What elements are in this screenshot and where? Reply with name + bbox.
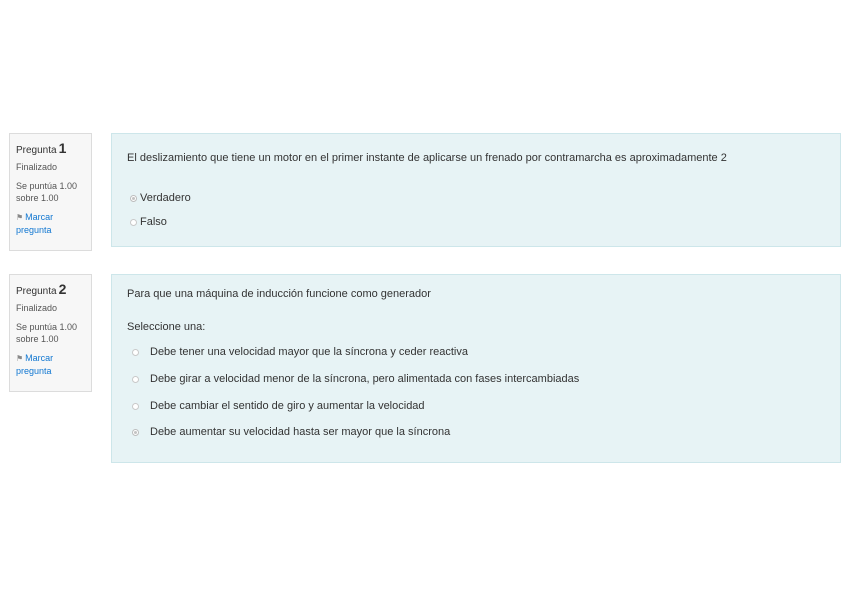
question-info-1 [9, 133, 92, 251]
flag-question-label[interactable]: Marcar pregunta [16, 353, 54, 376]
select-one-prompt: Seleccione una: [127, 321, 206, 333]
answer-label[interactable]: Debe cambiar el sentido de giro y aumentar la velocidad [150, 400, 425, 412]
answer-label[interactable]: Debe tener una velocidad mayor que la síncrona y ceder reactiva [150, 346, 468, 358]
radio-button[interactable] [132, 403, 139, 410]
question-text: El deslizamiento que tiene un motor en el primer instante de aplicarse un frenado por contramarcha es aproximadamente 2 [127, 152, 727, 164]
answer-label[interactable]: Verdadero [140, 192, 191, 204]
answer-option-falso[interactable] [130, 216, 167, 228]
radio-button-checked[interactable] [132, 429, 139, 436]
question-info-2 [9, 274, 92, 392]
question-content-2 [111, 274, 841, 463]
question-text: Para que una máquina de inducción funcione como generador [127, 288, 431, 300]
question-number: 1 [58, 140, 67, 156]
flag-icon[interactable]: ⚑ [16, 213, 24, 222]
flag-question-link[interactable] [16, 352, 86, 377]
question-content-1 [111, 133, 841, 247]
answer-label[interactable]: Debe aumentar su velocidad hasta ser mayor que la síncrona [150, 426, 451, 438]
answer-option-3[interactable] [132, 400, 425, 412]
question-grade: Se puntúa 1.00 sobre 1.00 [16, 181, 78, 203]
question-title [16, 282, 91, 299]
flag-question-link[interactable] [16, 211, 86, 236]
answer-option-4[interactable] [132, 426, 450, 438]
question-state: Finalizado [16, 303, 58, 313]
answer-label[interactable]: Falso [140, 216, 167, 228]
question-label: Pregunta [16, 145, 57, 156]
radio-button[interactable] [130, 219, 137, 226]
answer-option-verdadero[interactable] [130, 192, 191, 204]
question-state: Finalizado [16, 162, 58, 172]
answer-option-2[interactable] [132, 373, 579, 385]
radio-button[interactable] [132, 376, 139, 383]
question-number: 2 [58, 281, 67, 297]
flag-question-label[interactable]: Marcar pregunta [16, 212, 54, 235]
flag-icon[interactable]: ⚑ [16, 354, 24, 363]
question-grade: Se puntúa 1.00 sobre 1.00 [16, 322, 78, 344]
question-title [16, 141, 91, 158]
question-label: Pregunta [16, 286, 57, 297]
radio-button-checked[interactable] [130, 195, 137, 202]
answer-label[interactable]: Debe girar a velocidad menor de la síncrona, pero alimentada con fases intercambiadas [150, 373, 580, 385]
answer-option-1[interactable] [132, 346, 468, 358]
radio-button[interactable] [132, 349, 139, 356]
